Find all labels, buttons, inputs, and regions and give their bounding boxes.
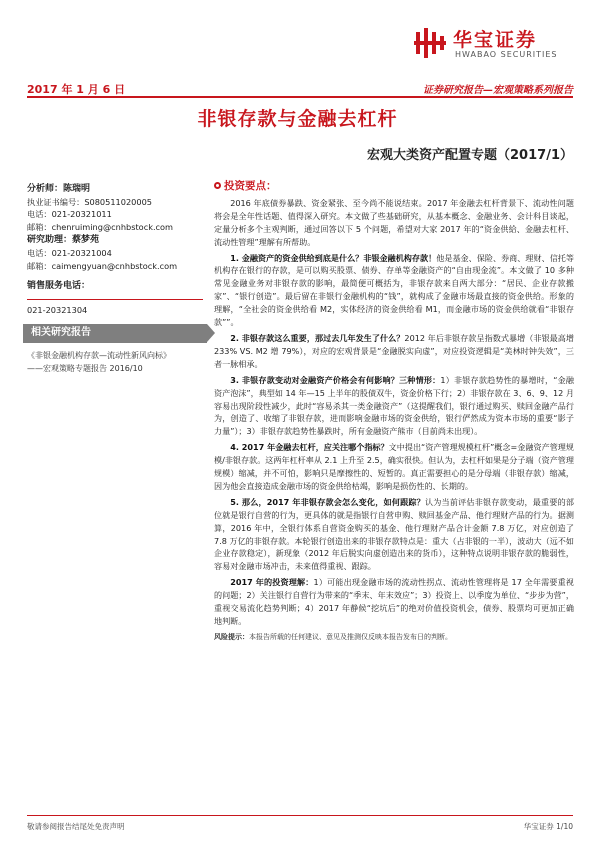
point-5: 5. 那么，2017 年非银存款会怎么变化，如何跟踪？认为当前评估非银存款变动，最重要的部位就是银行自营的行为，更具体的就是指银行自营申购、赎回基金产品、他行理财产品的行为。据测算，2016 年中，全银行体系自营资金购买的基金、他行理财产品合计金额 7.8 万亿，对应创造了 7.8 万亿的非银存款。本轮银行创造出来的非银存款特点是：重大（占非银的一半），波动大（远不如企业存款稳定），新现象（2012 年后脱实向虚创造出来的货币），这种特点说明非银存款的脆弱性，容易对金融市场冲击，未来值得重视、跟踪。 xyxy=(214,496,574,572)
related-report-title[interactable]: 《非银金融机构存款—流动性新风向标》 xyxy=(27,350,171,360)
sales-phone: 021-20321304 xyxy=(27,304,88,315)
point-2: 2. 非银存款这么重要，那过去几年发生了什么？2012 年后非银存款呈指数式暴增（非银最高增 233% VS. M2 增 79%），对应的宏观背景是“金融脱实向虚”，对应投资逻辑是“美林时钟失效”，三者一脉相承。 xyxy=(214,332,574,369)
related-reports-header: 相关研究报告 xyxy=(23,324,207,343)
page-number: 华宝证券 1/10 xyxy=(523,822,573,831)
page-footer xyxy=(27,815,573,831)
brand-logo xyxy=(413,24,573,66)
point-4: 4. 2017 年金融去杠杆，应关注哪个指标？文中提出“资产管理规模杠杆”概念=金融资产管理规模/非银存款。这两年杠杆率从 2.1 上升至 2.5，确实很快。但认为，去杠杆如果是分子端（资产管理规模）缩减，并不可怕，影响只是摩擦性的、短暂的。真正需要担心的是分母端（非银存款）缩减，因为他会直接造成金融市场的资金供给枯竭，影响是损伤性的、长期的。 xyxy=(214,442,575,491)
assistant-line xyxy=(27,233,203,247)
sales-label: 销售服务电话： xyxy=(27,281,91,292)
point-1-question: 1. 金融资产的资金供给到底是什么？非银金融机构存款！ xyxy=(230,252,437,263)
point-5-question: 5. 那么，2017 年非银存款会怎么变化，如何跟踪？ xyxy=(230,496,425,507)
author-sidebar xyxy=(27,182,203,375)
analyst-email[interactable]: 邮箱：chenruiming@cnhbstock.com xyxy=(27,221,174,232)
related-report-source: ——宏观策略专题报告 2016/10 xyxy=(27,363,143,373)
point-3: 3. 非银存款变动对金融资产价格会有何影响？三种情形：1）非银存款趋势性的暴增时，“金融资产泡沫”，典型如 14 年—15 上半年的股债双牛，资金价格下行；2）非银存款在 3、6、9、12 月容易出现阶段性减少，此时“容易杀其一类金融资产”（这提醒我们，银行通过购买、赎回金融产品行为，创造了、收缩了非银存款，进而影响金融市场的资金供给，银行俨然成为资本市场的重要“影子力量”）；3）非银存款趋势性暴跌时，所有金融资产熊市（目前尚未出现）。 xyxy=(214,374,574,437)
report-series: 证券研究报告—宏观策略系列报告 xyxy=(423,85,573,96)
analyst-name: 陈瑞明 xyxy=(63,184,91,194)
report-date: 2017 年 1 月 6 日 xyxy=(27,83,126,96)
sales-divider xyxy=(27,299,203,300)
brand-name-cn: 华宝证券 xyxy=(453,29,538,51)
assistant-phone: 电话：021-20321004 xyxy=(27,247,112,258)
intro-paragraph: 2016 年底债券暴跌、资金紧张、至今尚不能说结束。2017 年金融去杠杆背景下、流动性问题将会是全年性话题、值得深入研究。本文做了些基础研究，从基本概念、金融业务、会计科目谈起，定量分析多个主观判断，通过回答以下 5 个问题，希望对大家 2017 年的“资金供給、金融去杠杆、流动性管理”理解有所帮助。 xyxy=(214,197,574,247)
point-4-question: 4. 2017 年金融去杠杆，应关注哪个指标？ xyxy=(230,442,389,453)
analyst-cert: 执业证书编号：S080511020005 xyxy=(27,196,153,207)
point-1: 1. 金融资产的资金供给到底是什么？非银金融机构存款！他是基金、保险、券商、理财、信托等机构存在银行的存款，是可以购买股票、债券、存单等金融资产的“自由现金流”。本文做了 10 多种常见金融业务对非银存款的影响，最简便可概括为，非银存款来自两大部分：“居民、企业存款搬家”、“银行创造”。最后留在非银行金融机构的“钱”，就构成了金融市场最直接的资金供给。形象的理解，“全社会的资金供给看 M2，实体经济的资金供给看 M1，而金融市场的资金供给就看“非银存款””。 xyxy=(214,252,574,328)
assistant-email[interactable]: 邮箱：caimengyuan@cnhbstock.com xyxy=(27,260,178,271)
point-6: 2017 年的投资理解：1）可能出现金融市场的流动性拐点、流动性管理将是 17 全年需要重视的问题；2）关注银行自营行为带来的“季末、年末效应”；3）投资上、以季度为单位、“步步为营”，重视交易流化趋势判断；4）2017 年静候“挖坑后”的绝对价值投资机会，债券、股票均可更加正确地判断。 xyxy=(214,577,574,626)
report-title: 非银存款与金融去杠杆 xyxy=(197,108,398,130)
report-topbar xyxy=(27,80,573,98)
circle-bullet-icon xyxy=(214,182,221,189)
risk-warning: 风险提示：本报告所载的任何建议、意见及推测仅反映本报告发布日的判断。 xyxy=(214,632,452,641)
report-subtitle: 宏观大类资产配置专题（2017/1） xyxy=(367,148,573,163)
analyst-phone: 电话：021-20321011 xyxy=(27,209,112,220)
analyst-label: 分析师： xyxy=(27,184,64,194)
risk-label: 风险提示： xyxy=(214,632,249,641)
assistant-label: 研究助理： xyxy=(27,235,73,246)
point-2-question: 2. 非银存款这么重要，那过去几年发生了什么？ xyxy=(230,332,405,343)
point-3-question: 3. 非银存款变动对金融资产价格会有何影响？三种情形： xyxy=(230,374,441,385)
assistant-name: 蔡梦苑 xyxy=(72,235,100,246)
hwabao-logo-icon xyxy=(413,26,447,60)
analyst-line xyxy=(27,182,203,196)
point-6-question: 2017 年的投资理解： xyxy=(230,577,314,588)
brand-name-en: HWABAO SECURITIES xyxy=(455,50,558,59)
disclaimer-note: 敬请参阅报告结尾处免责声明 xyxy=(27,822,125,831)
investment-highlights xyxy=(214,180,574,645)
highlights-heading: 投资要点： xyxy=(214,180,574,193)
